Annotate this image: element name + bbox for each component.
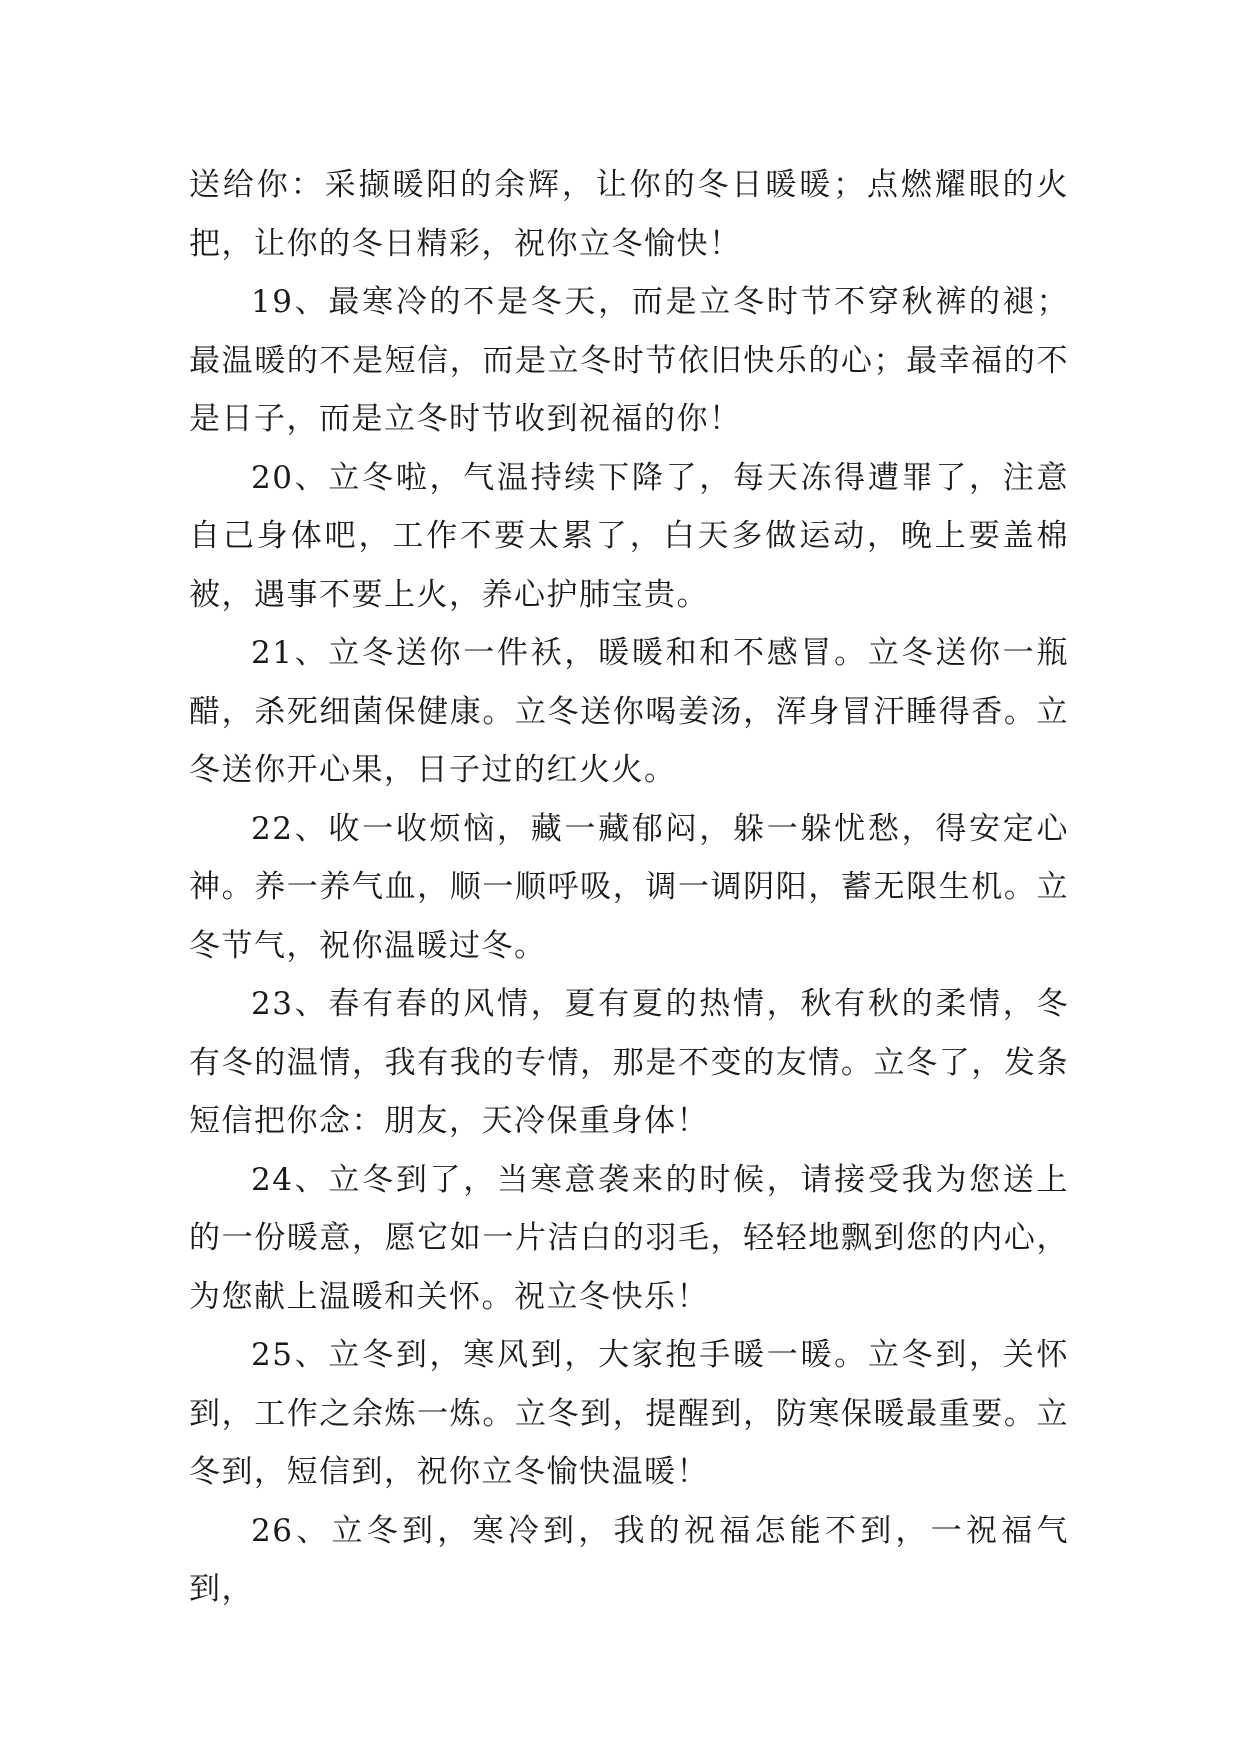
paragraph-20: 20、立冬啦，气温持续下降了，每天冻得遭罪了，注意自己身体吧，工作不要太累了，白天多做运动，晚上要盖棉被，遇事不要上火，养心护肺宝贵。 bbox=[189, 459, 1069, 613]
paragraph-25: 25、立冬到，寒风到，大家抱手暖一暖。立冬到，关怀到，工作之余炼一炼。立冬到，提醒到，防寒保暖最重要。立冬到，短信到，祝你立冬愉快温暖！ bbox=[189, 1337, 1069, 1490]
paragraph-19: 19、最寒冷的不是冬天，而是立冬时节不穿秋裤的褪；最温暖的不是短信，而是立冬时节依旧快乐的心；最幸福的不是日子，而是立冬时节收到祝福的你！ bbox=[189, 284, 1069, 437]
document-body bbox=[189, 156, 1069, 1619]
paragraph-0: 送给你：采撷暖阳的余辉，让你的冬日暖暖；点燃耀眼的火把，让你的冬日精彩，祝你立冬愉快！ bbox=[189, 167, 1069, 262]
paragraph-24: 24、立冬到了，当寒意袭来的时候，请接受我为您送上的一份暖意，愿它如一片洁白的羽毛，轻轻地飘到您的内心，为您献上温暖和关怀。祝立冬快乐！ bbox=[189, 1161, 1069, 1315]
paragraph-26: 26、立冬到，寒冷到，我的祝福怎能不到，一祝福气到， bbox=[189, 1512, 1069, 1607]
paragraph-22: 22、收一收烦恼，藏一藏郁闷，躲一躲忧愁，得安定心神。养一养气血，顺一顺呼吸，调一调阴阳，蓄无限生机。立冬节气，祝你温暖过冬。 bbox=[189, 810, 1069, 964]
paragraph-23: 23、春有春的风情，夏有夏的热情，秋有秋的柔情，冬有冬的温情，我有我的专情，那是不变的友情。立冬了，发条短信把你念：朋友，天冷保重身体！ bbox=[189, 986, 1069, 1139]
paragraph-21: 21、立冬送你一件袄，暖暖和和不感冒。立冬送你一瓶醋，杀死细菌保健康。立冬送你喝姜汤，浑身冒汗睡得香。立冬送你开心果，日子过的红火火。 bbox=[189, 635, 1069, 788]
